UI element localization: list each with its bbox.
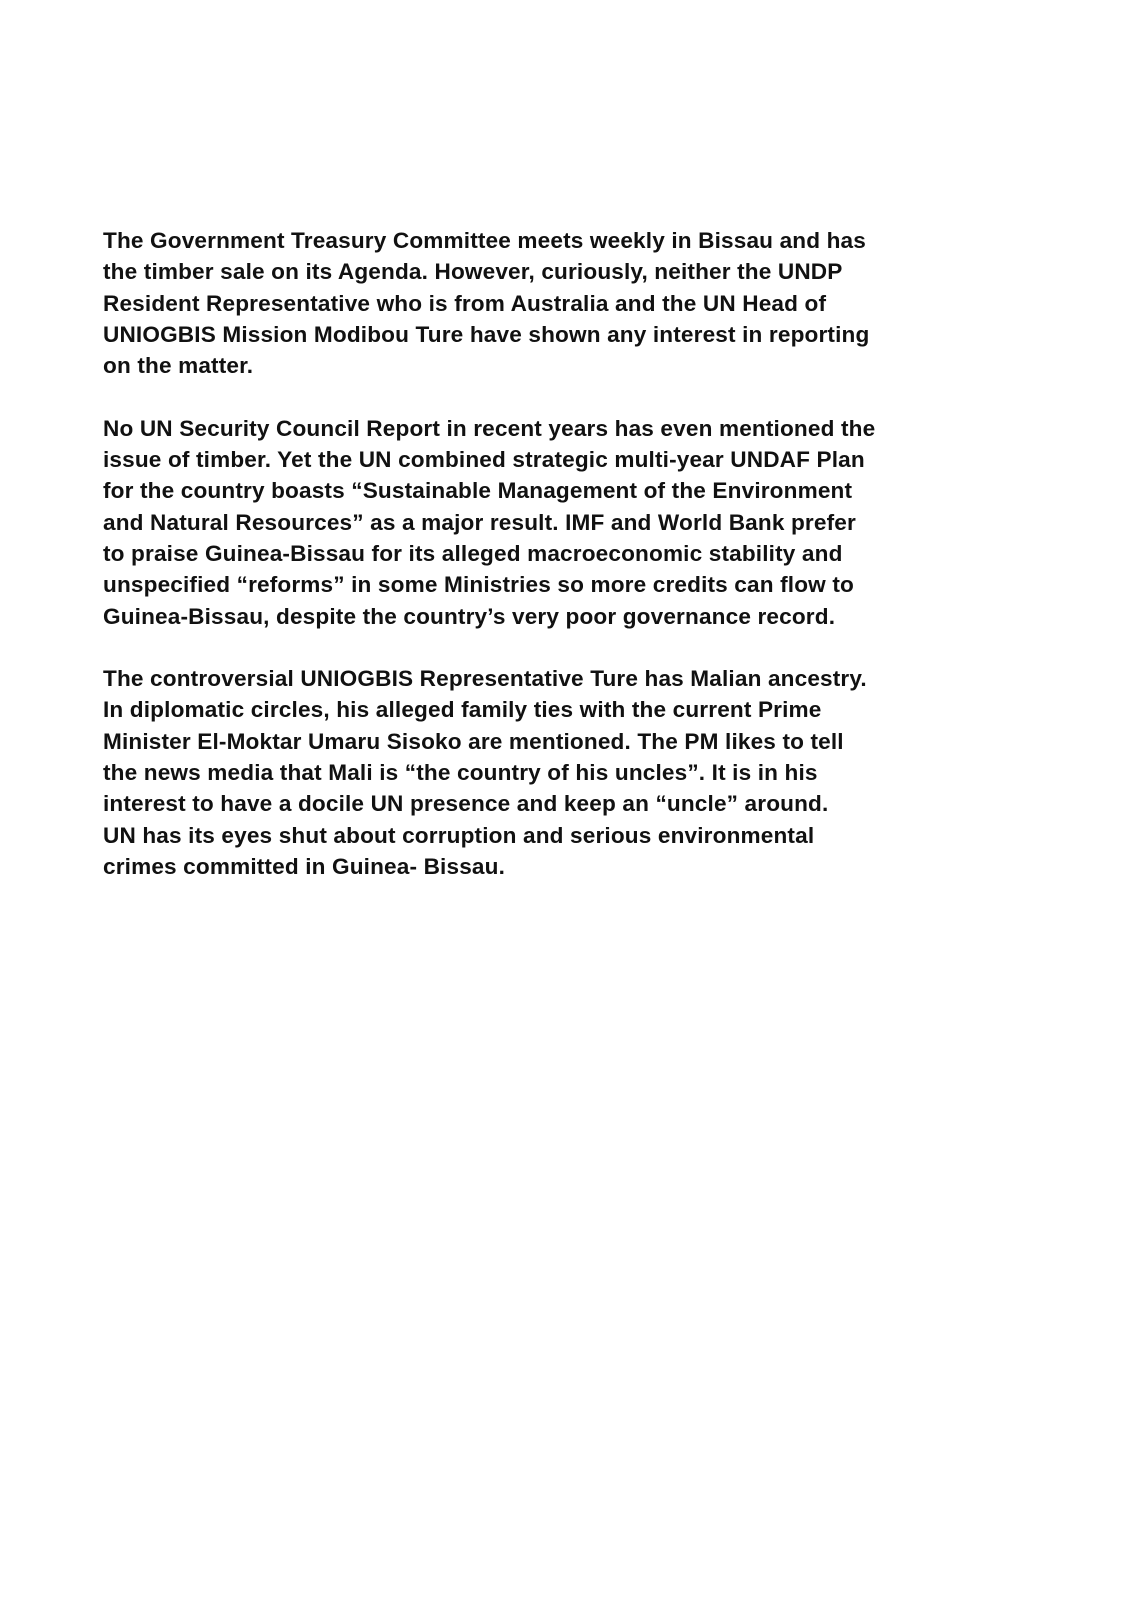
text-line: interest to have a docile UN presence and keep an “uncle” around. (103, 791, 829, 817)
text-line: UN has its eyes shut about corruption and serious environmental (103, 822, 815, 848)
text-line: for the country boasts “Sustainable Management of the Environment (103, 478, 853, 504)
text-line: UNIOGBIS Mission Modibou Ture have shown any interest in reporting (103, 321, 870, 347)
text-line: The controversial UNIOGBIS Representative Ture has Malian ancestry. (103, 666, 867, 692)
text-line: issue of timber. Yet the UN combined strategic multi-year UNDAF Plan (103, 447, 865, 473)
text-line: and Natural Resources” as a major result. IMF and World Bank prefer (103, 509, 856, 535)
paragraph-security-council (103, 413, 1003, 632)
text-line: No UN Security Council Report in recent years has even mentioned the (103, 415, 876, 441)
text-line: the news media that Mali is “the country of his uncles”. It is in his (103, 760, 818, 786)
text-line: crimes committed in Guinea- Bissau. (103, 853, 506, 879)
text-line: Minister El-Moktar Umaru Sisoko are mentioned. The PM likes to tell (103, 728, 844, 754)
text-line: In diplomatic circles, his alleged family ties with the current Prime (103, 697, 822, 723)
paragraph-treasury-committee (103, 225, 1003, 381)
text-line: to praise Guinea-Bissau for its alleged macroeconomic stability and (103, 540, 843, 566)
paragraph-uniogbis-representative (103, 663, 1003, 882)
text-line: Guinea-Bissau, despite the country’s very poor governance record. (103, 603, 836, 629)
text-line: unspecified “reforms” in some Ministries so more credits can flow to (103, 572, 854, 598)
text-line: Resident Representative who is from Australia and the UN Head of (103, 290, 827, 316)
text-line: The Government Treasury Committee meets weekly in Bissau and has (103, 228, 866, 253)
text-line: the timber sale on its Agenda. However, curiously, neither the UNDP (103, 259, 843, 285)
text-line: on the matter. (103, 353, 254, 379)
document-body (103, 225, 1003, 914)
